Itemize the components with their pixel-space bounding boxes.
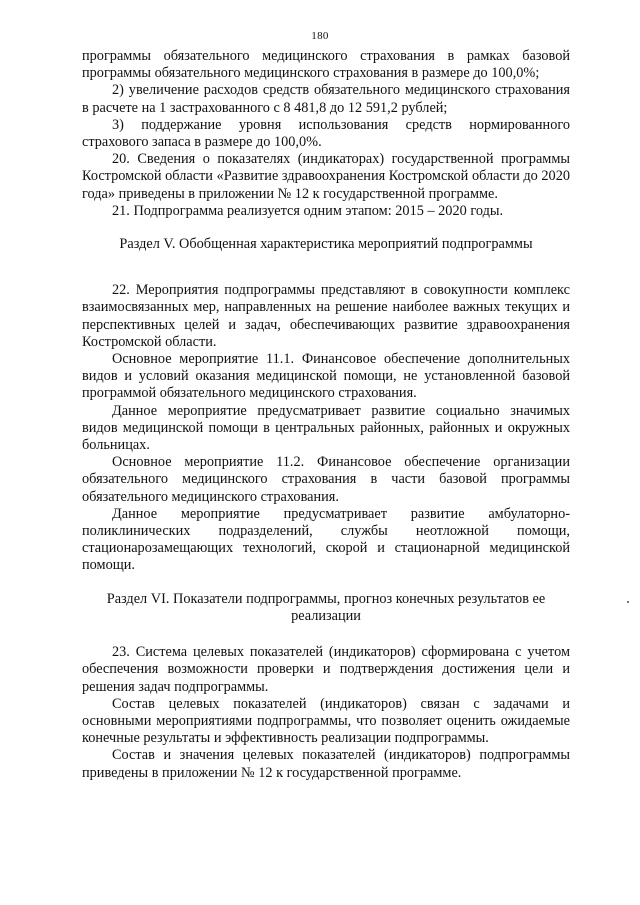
paragraph-measure-11-2-details: Данное мероприятие предусматривает развитие амбулаторно-поликлинических подразделений, службы неотложной помощи, стационарозамещающих технологий, скорой и стационарной медицинской помощи. [82,505,570,574]
document-body [82,48,570,782]
paragraph-22: 22. Мероприятия подпрограммы представляют в совокупности комплекс взаимосвязанных мер, направленных на решение наиболее важных текущих и перспективных целей и задач, обеспечивающих развитие здравоохранения Костромской области. [82,282,570,350]
paragraph-indicators-values: Состав и значения целевых показателей (индикаторов) подпрограммы приведены в приложении № 12 к государственной программе. [82,747,570,781]
section-6-heading: Раздел VI. Показатели подпрограммы, прогноз конечных результатов ее реализации [106,590,546,624]
paragraph-indicators-composition: Состав целевых показателей (индикаторов) связан с задачами и основными мероприятиями подпрограммы, что позволяет оценить ожидаемые конечные результаты и эффективность реализации подпрограммы. [82,695,570,747]
paragraph-20: 20. Сведения о показателях (индикаторах) государственной программы Костромской области «Развитие здравоохранения Костромской области до 2020 года» приведены в приложении № 12 к государственной программе. [82,151,570,202]
scan-mark [627,601,629,603]
paragraph-continued: программы обязательного медицинского страхования в рамках базовой программы обязательного медицинского страхования в размере до 100,0%; [82,48,570,82]
paragraph-23: 23. Система целевых показателей (индикаторов) сформирована с учетом обеспечения возможности проверки и подтверждения достижения цели и решения задач подпрограммы. [82,644,570,695]
paragraph-item-3: 3) поддержание уровня использования средств нормированного страхового запаса в размере до 100,0%. [82,116,570,151]
paragraph-21: 21. Подпрограмма реализуется одним этапом: 2015 – 2020 годы. [112,202,504,219]
page-number: 180 [311,30,329,42]
paragraph-measure-11-1: Основное мероприятие 11.1. Финансовое обеспечение дополнительных видов и условий оказания медицинской помощи, не установленной базовой программой обязательного медицинского страхования. [82,351,570,402]
paragraph-item-2: 2) увеличение расходов средств обязательного медицинского страхования в расчете на 1 застрахованного с 8 481,8 до 12 591,2 рублей; [82,82,570,116]
paragraph-measure-11-1-details: Данное мероприятие предусматривает развитие социально значимых видов медицинской помощи в центральных районных, районных и окружных больницах. [82,402,570,454]
section-5-heading: Раздел V. Обобщенная характеристика мероприятий подпрограммы [119,236,533,253]
paragraph-measure-11-2: Основное мероприятие 11.2. Финансовое обеспечение организации обязательного медицинского страхования в части базовой программы обязательного медицинского страхования. [82,454,570,505]
